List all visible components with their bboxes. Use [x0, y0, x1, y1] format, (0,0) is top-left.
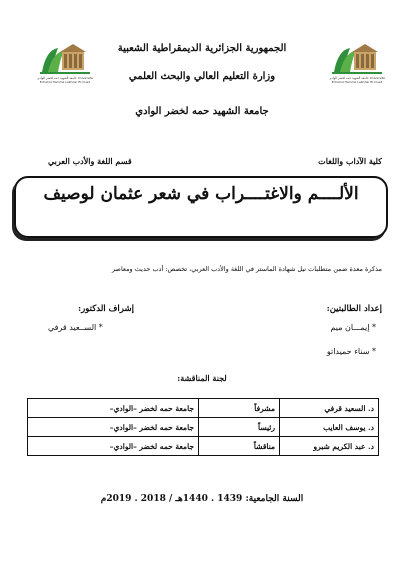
member-university: جامعة حمه لخضر –الوادي– — [28, 437, 199, 456]
member-university: جامعة حمه لخضر –الوادي– — [28, 399, 199, 418]
member-role: مناقشاً — [199, 437, 280, 456]
supervisor-label: إشراف الدكتور: — [78, 304, 134, 314]
member-university: جامعة حمه لخضر –الوادي– — [28, 418, 199, 437]
academic-year: السنة الجامعية: 1439 . 1440هـ / 2018 . 2019م — [100, 494, 304, 504]
member-name: د. عبد الكريم شبرو — [280, 437, 379, 456]
thesis-title: الألــــم والاغتــــراب في شعر عثمان لوصيف — [43, 184, 359, 204]
member-name: د. السعيد قرفي — [280, 399, 379, 418]
republic-heading: الجمهورية الجزائرية الديمقراطية الشعبية — [117, 43, 287, 54]
member-name: د. يوسف العايب — [280, 418, 379, 437]
table-row — [28, 418, 379, 437]
student-name: * إيمـــان ميم — [330, 323, 376, 332]
university-heading: جامعة الشهيد حمه لخضر الوادي — [135, 106, 269, 117]
supervisor-name: * الســعيد قرفي — [48, 323, 103, 332]
logo-caption: جامعة الشهيد حمه لخضر الوادي Université Echahid Hamma Lakhdar El-Oued — [329, 76, 385, 84]
member-role: رئيساً — [199, 418, 280, 437]
logo-caption: جامعة الشهيد حمه لخضر الوادي Université Echahid Hamma Lakhdar El-Oued — [37, 76, 93, 84]
table-row — [28, 437, 379, 456]
member-role: مشرفاً — [199, 399, 280, 418]
prepared-by-label: إعداد الطالبتين: — [326, 304, 382, 314]
department-label: قسم اللغة والأدب العربي — [48, 156, 132, 166]
student-name: * سناء حميداتو — [326, 347, 376, 356]
committee-label: لجنة المناقشة: — [177, 373, 227, 383]
committee-table — [27, 398, 379, 456]
memo-description: مذكرة معدة ضمن متطلبات نيل شهادة الماستر في اللغة والأدب العربي، تخصص: أدب حديث ومعاصر — [111, 265, 382, 273]
table-row — [28, 399, 379, 418]
faculty-label: كلية الآداب واللغات — [318, 156, 382, 166]
ministry-heading: وزارة التعليم العالي والبحث العلمي — [128, 71, 276, 82]
